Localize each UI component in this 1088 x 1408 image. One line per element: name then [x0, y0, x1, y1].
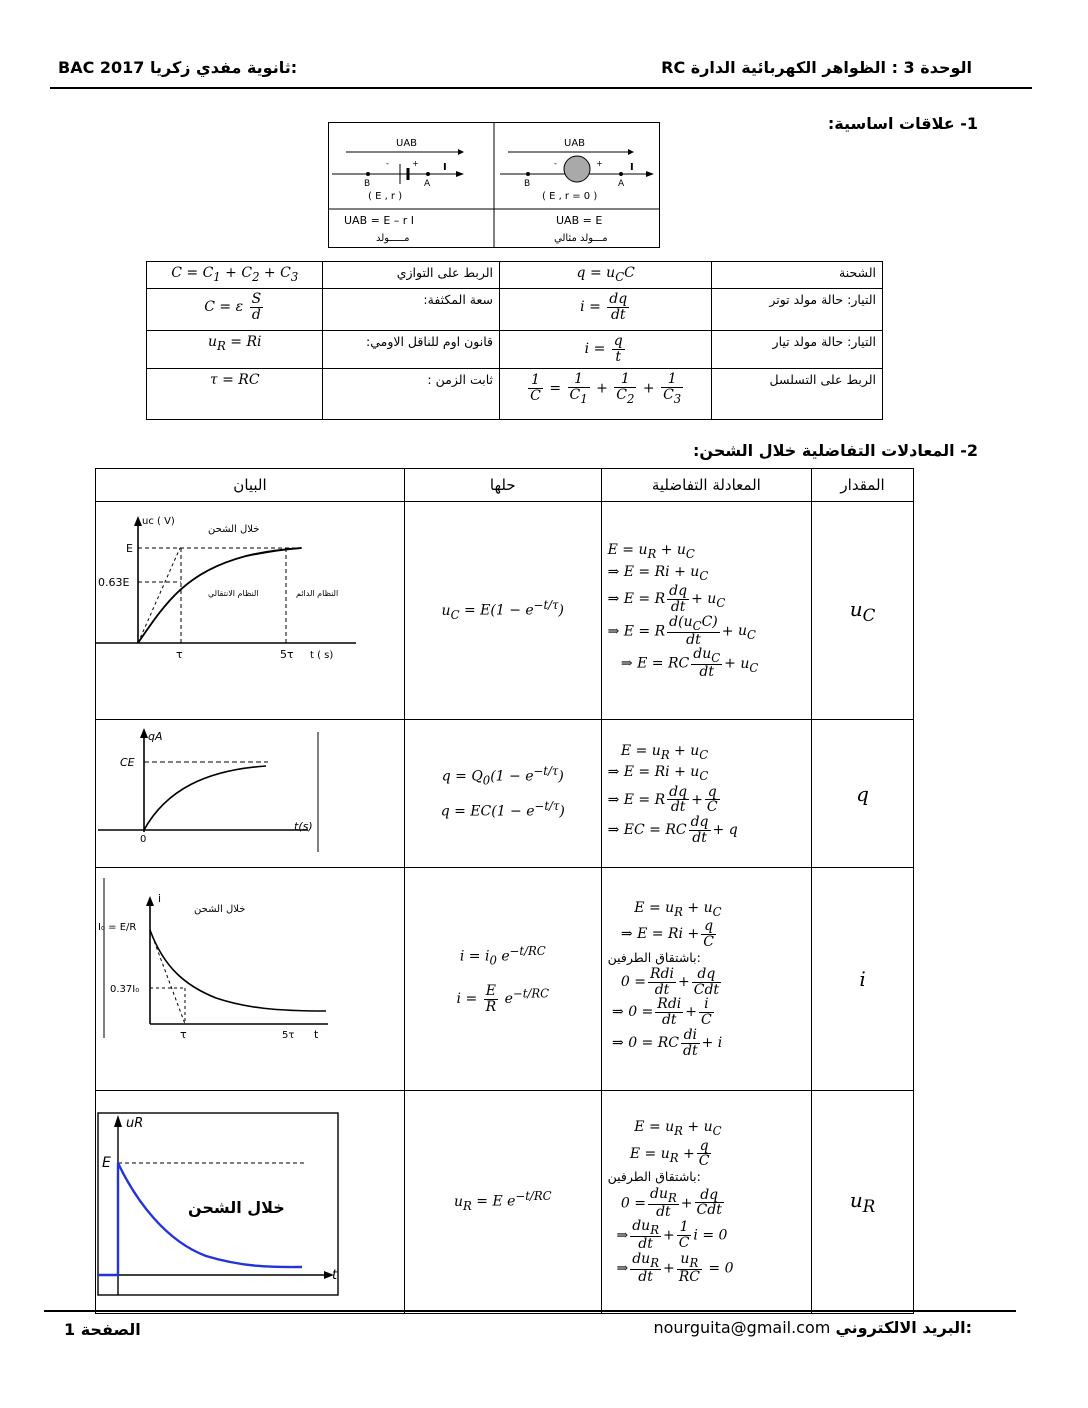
ur-y-label: uR	[126, 1116, 144, 1131]
svg-text:-: -	[554, 159, 557, 168]
header-graph: البيان	[96, 469, 405, 502]
ur-level: E	[102, 1155, 111, 1171]
quantity-ur: $u_R$	[812, 1091, 914, 1314]
section1-title: 1- علاقات اساسية:	[827, 114, 978, 133]
generator-params-left: ( E , r )	[368, 191, 403, 202]
uc-y-label: uc ( V)	[142, 516, 175, 527]
header-unit: الوحدة 3 : الظواهر الكهربائية الدارة RC	[661, 58, 972, 77]
i-x-label: t	[314, 1028, 319, 1041]
graph-uc	[96, 502, 404, 715]
svg-text:I: I	[443, 162, 447, 173]
ur-x-label: t	[332, 1268, 338, 1283]
generator-label-top-right: UAB	[564, 138, 586, 149]
label-time-constant: ثابت الزمن :	[323, 369, 500, 420]
differential-table	[95, 468, 914, 1314]
svg-text:A: A	[618, 179, 625, 189]
header-rule	[50, 87, 1032, 89]
q-origin: 0	[140, 834, 147, 845]
relations-table	[146, 261, 883, 420]
equation-uc: $E = u_R + u_C$ ⇒ $E = Ri + u_C$ ⇒ E = R $\frac{dq}{dt}$ + $u_C$ ⇒ E = R $\frac{d(u_CC)}{dt}$ + $u_C$ ⇒ E = RC $\frac{du_C}{dt}$ + $u_C$	[601, 502, 812, 720]
i-level-mid: 0.37I₀	[110, 984, 140, 995]
q-level: CE	[120, 756, 135, 769]
header-quantity: المقدار	[812, 469, 914, 502]
generator-formula-right: UAB = E	[556, 214, 603, 227]
generator-diagrams	[328, 122, 660, 248]
uc-x-label: t ( s)	[310, 650, 334, 661]
derivation-note-i: باشتقاق الطرفين:	[607, 949, 701, 965]
graph-i	[96, 868, 404, 1086]
header-solution: حلها	[405, 469, 602, 502]
quantity-q: q	[812, 720, 914, 868]
svg-text:B: B	[524, 179, 531, 189]
graph-uc-cell	[96, 502, 405, 720]
generator-name-left: مـــــولد	[376, 233, 410, 244]
i-level-top: I₀ = E/R	[98, 922, 137, 933]
svg-text:+: +	[596, 159, 603, 168]
solution-uc: $u_C = E(1 - e^{-t/\tau})$	[405, 502, 602, 720]
svg-text:I: I	[630, 162, 634, 173]
generator-name-right: مـــولد مثالي	[554, 233, 608, 244]
footer-email[interactable]: nourguita@gmail.com	[653, 1318, 831, 1337]
svg-text:B: B	[364, 179, 371, 189]
svg-text:-: -	[386, 159, 389, 168]
svg-text:A: A	[424, 179, 431, 189]
eq-current-voltage: i = $\frac{dq}{dt}$	[500, 289, 712, 331]
footer-page: الصفحة 1	[64, 1320, 141, 1339]
solution-ur: $u_R = E$ $e^{-t/RC}$	[405, 1091, 602, 1314]
graph-ur	[96, 1091, 404, 1309]
eq-time-constant: τ = RC	[147, 369, 323, 420]
uc-level-top: E	[126, 542, 133, 555]
eq-ohm: $u_R = Ri$	[147, 331, 323, 369]
solution-q: $q = Q_0(1 - e^{-t/\tau})$ $q = EC(1 - e^{-t/\tau})$	[405, 720, 602, 868]
uc-title: خلال الشحن	[208, 524, 260, 535]
header-school: BAC 2017 ثانوية مفدي زكريا:	[58, 58, 298, 77]
i-y-label: i	[158, 892, 162, 905]
q-y-label: qA	[148, 730, 163, 743]
equation-i: $E = u_R + u_C$ ⇒ E = Ri + $\frac{q}{C}$ باشتقاق الطرفين: 0 = $\frac{\text{Rdi}}{dt}$ + $\frac{dq}{\text{Cdt}}$ ⇒ 0 = $\frac{\text{Rdi}}{dt}$ + $\frac{i}{C}$ ⇒ 0 = RC $\frac{di}{dt}$ + i	[601, 868, 812, 1091]
q-x-label: t(s)	[294, 820, 313, 833]
uc-level-mid: 0.63E	[98, 576, 130, 589]
i-tick-5tau: 5τ	[282, 1030, 295, 1041]
footer-email-block	[653, 1318, 972, 1337]
derivation-note-ur: باشتقاق الطرفين:	[607, 1169, 701, 1185]
equation-ur: $E = u_R + u_C$ $E = u_R$ + $\frac{q}{C}$ باشتقاق الطرفين: 0 = $\frac{du_R}{dt}$ + $\frac{dq}{\text{Cdt}}$ ⇒ $\frac{du_R}{dt}$ + $\frac{1}{C}$ i = 0 ⇒ $\frac{du_R}{dt}$ + $\frac{u_R}{RC}$ = 0	[601, 1091, 812, 1314]
label-series: الربط على التسلسل	[712, 369, 883, 420]
eq-parallel: $C = C_1 + C_2 + C_3$	[147, 262, 323, 289]
generator-params-right: ( E , r = 0 )	[542, 191, 598, 202]
quantity-i: i	[812, 868, 914, 1091]
svg-text:+: +	[412, 159, 419, 168]
equation-q: $E = u_R + u_C$ ⇒ $E = Ri + u_C$ ⇒ E = R $\frac{dq}{dt}$ + $\frac{q}{C}$ ⇒ EC = RC $\frac{dq}{dt}$ + q	[601, 720, 812, 868]
ur-title: خلال الشحن	[188, 1198, 285, 1217]
uc-steady: النظام الدائم	[296, 589, 339, 598]
label-parallel: الربط على التوازي	[323, 262, 500, 289]
eq-current-current: i = $\frac{q}{t}$	[500, 331, 712, 369]
graph-q-cell	[96, 720, 405, 868]
graph-ur-cell	[96, 1091, 405, 1314]
footer-email-label: البريد الالكتروني:	[835, 1318, 972, 1337]
section2-title: 2- المعادلات التفاضلية خلال الشحن:	[693, 441, 978, 460]
solution-i: $i = i_0$ $e^{-t/RC}$ i = $\frac{E}{R}$ $e^{-t/RC}$	[405, 868, 602, 1091]
generator-formula-left: UAB = E – r I	[344, 214, 415, 227]
label-current-voltage: التيار: حالة مولد توتر	[712, 289, 883, 331]
eq-capacitance: C = ε $\frac{S}{d}$	[147, 289, 323, 331]
generator-label-top: UAB	[396, 138, 418, 149]
quantity-uc: $u_C$	[812, 502, 914, 720]
uc-transient: النظام الانتقالي	[208, 589, 259, 598]
header-equation: المعادلة التفاضلية	[601, 469, 812, 502]
eq-series: $\frac{1}{C}$ = $\frac{1}{C_1}$ + $\frac{1}{C_2}$ + $\frac{1}{C_3}$	[500, 369, 712, 420]
i-tick-tau: τ	[180, 1028, 187, 1041]
label-capacitance: سعة المكثفة:	[323, 289, 500, 331]
eq-charge: $q = u_CC$	[500, 262, 712, 289]
uc-tick-tau: τ	[176, 648, 183, 661]
uc-tick-5tau: 5τ	[280, 648, 294, 661]
graph-i-cell	[96, 868, 405, 1091]
i-title: خلال الشحن	[194, 904, 246, 915]
graph-q	[96, 720, 404, 863]
footer-rule	[44, 1310, 1016, 1312]
ideal-generator-icon	[564, 156, 590, 182]
generator-table	[328, 122, 660, 248]
label-ohm: قانون اوم للناقل الاومي:	[323, 331, 500, 369]
label-current-current: التيار: حالة مولد تيار	[712, 331, 883, 369]
label-charge: الشحنة	[712, 262, 883, 289]
